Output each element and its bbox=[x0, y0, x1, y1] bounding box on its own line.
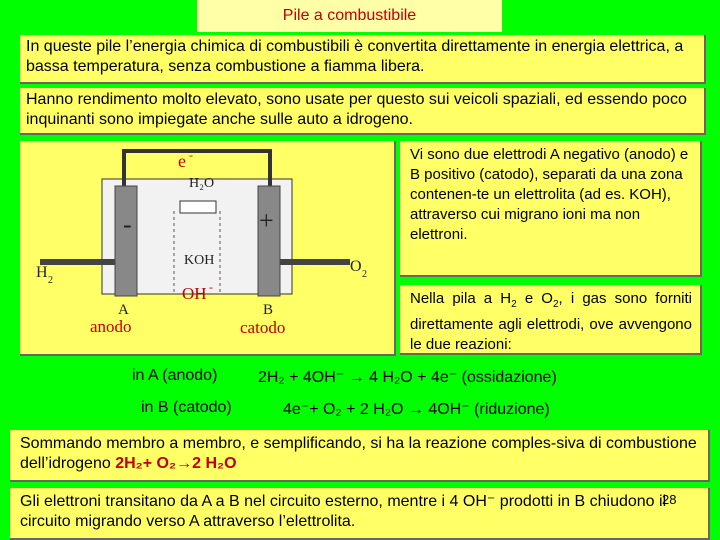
electrode-a-label: A bbox=[118, 302, 129, 318]
summary-paragraph bbox=[10, 430, 710, 482]
electrodes-description: Vi sono due elettrodi A negativo (anodo) e B positivo (catodo), separati da una zona contenen-te un elettrolita (ad es. KOH), attraverso cui migrano ioni ma non elettroni. bbox=[400, 141, 702, 277]
cathode-label: catodo bbox=[240, 318, 286, 337]
gases-description bbox=[400, 285, 702, 355]
h2-label: H bbox=[36, 264, 48, 281]
cathode-reaction-label: in B (catodo) bbox=[141, 399, 232, 416]
anode-reaction-equation: 2H₂ + 4OH⁻ → 4 H₂O + 4e⁻ (ossidazione) bbox=[258, 369, 557, 386]
koh-label: KOH bbox=[184, 253, 215, 268]
o2-label: O bbox=[350, 258, 362, 275]
gases-sub-o2: 2 bbox=[552, 299, 559, 310]
usage-paragraph: Hanno rendimento molto elevato, sono usate per questo sui veicoli spaziali, ed essendo poco inquinanti sono impiegate anche sulle auto a idrogeno. bbox=[20, 88, 706, 135]
closing-paragraph: Gli elettroni transitano da A a B nel circuito esterno, mentre i 4 OH⁻ prodotti in B chiudono il circuito migrando verso A attraverso l’elettrolita. bbox=[10, 488, 710, 540]
fuel-cell-svg bbox=[20, 141, 394, 354]
page-number: 28 bbox=[662, 492, 677, 507]
intro-paragraph: In queste pile l’energia chimica di combustibili è convertita direttamente in energia elettrica, a bassa temperatura, senza combustione a fiamma libera. bbox=[20, 35, 706, 84]
cathode-reaction-equation: 4e⁻+ O₂ + 2 H₂O → 4OH⁻ (riduzione) bbox=[283, 401, 550, 418]
plus-sign: + bbox=[259, 206, 274, 235]
electron-sup: - bbox=[189, 148, 193, 162]
gases-prefix: Nella pila a H bbox=[410, 290, 512, 307]
h2-sub: 2 bbox=[48, 275, 53, 286]
h2-pipe bbox=[40, 259, 115, 265]
water-label: H₂O bbox=[189, 176, 215, 191]
anode-reaction-label: in A (anodo) bbox=[132, 367, 218, 384]
overall-equation: 2H₂+ O₂→2 H₂O bbox=[115, 455, 237, 472]
minus-sign: - bbox=[123, 210, 132, 239]
o2-pipe bbox=[280, 259, 350, 265]
gases-sub-h2: 2 bbox=[511, 299, 517, 310]
gases-suffix: , i gas sono forniti direttamente agli elettrodi, ove avvengono le due reazioni: bbox=[410, 290, 692, 353]
hydroxide-label: OH bbox=[182, 284, 207, 303]
electron-label: e bbox=[178, 151, 186, 171]
anode-electrode bbox=[115, 186, 137, 296]
cathode-electrode bbox=[258, 186, 280, 296]
anode-label: anodo bbox=[90, 317, 132, 336]
water-outlet bbox=[180, 201, 216, 213]
slide-title: Pile a combustibile bbox=[197, 0, 502, 32]
o2-sub: 2 bbox=[362, 269, 367, 280]
electrode-b-label: B bbox=[263, 302, 274, 318]
gases-mid: e O bbox=[516, 290, 553, 307]
fuel-cell-diagram bbox=[20, 141, 396, 356]
summary-text: Sommando membro a membro, e semplificando, si ha la reazione comples-siva di combustione dell’idrogeno bbox=[20, 435, 697, 472]
hydroxide-sup: - bbox=[209, 280, 213, 294]
